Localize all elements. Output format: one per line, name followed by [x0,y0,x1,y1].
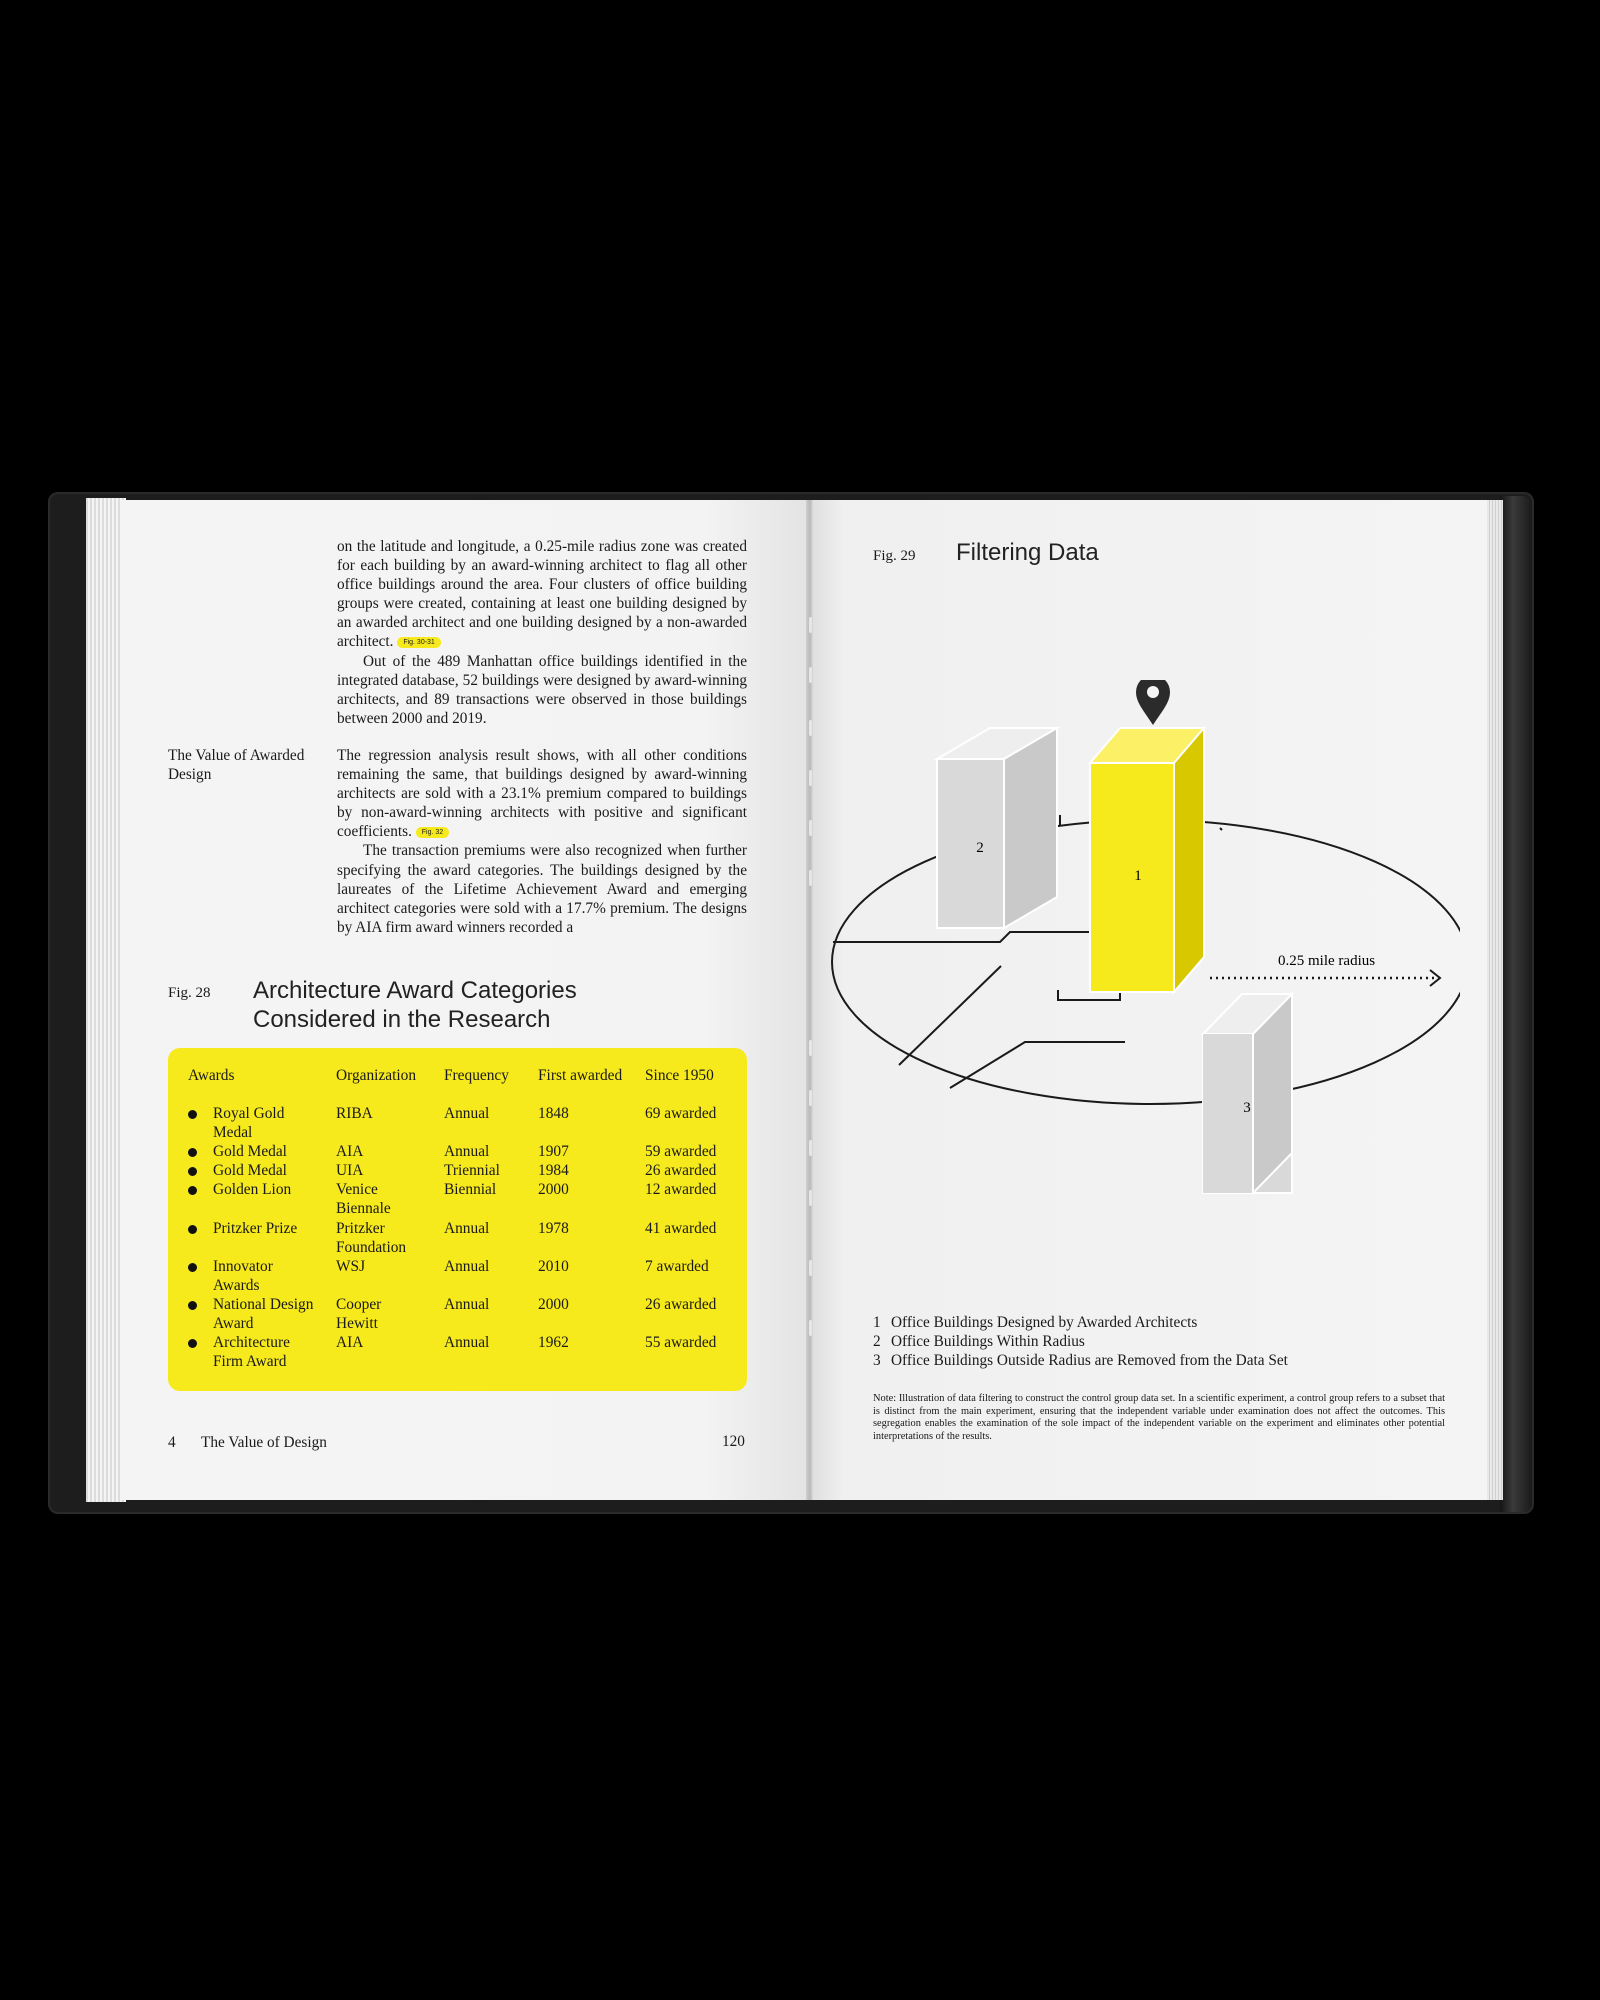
since-1950: 41 awarded [645,1219,717,1237]
organization: UIA [336,1162,364,1180]
organization: AIA [336,1334,364,1352]
filtering-diagram [820,680,1460,1210]
binding-stitch [809,1090,812,1106]
binding-stitch [809,720,812,736]
legend-text: Office Buildings Within Radius [891,1333,1085,1351]
binding-stitch [809,617,812,633]
award-name: Innovator Awards [213,1257,273,1294]
legend-number: 3 [873,1352,881,1370]
diagram-legend [873,1313,1288,1371]
binding-stitch [809,1040,812,1056]
binding-stitch [809,1140,812,1156]
bullet-icon [188,1148,197,1157]
first-awarded: 1962 [538,1334,569,1352]
award-name: Architecture Firm Award [213,1334,290,1371]
building-outside-radius [1203,994,1292,1193]
figure-title-line: Architecture Award Categories [253,977,577,1004]
bullet-icon [188,1110,197,1119]
book-gutter [806,500,814,1500]
since-1950: 26 awarded [645,1162,717,1180]
page-number: 120 [722,1433,745,1450]
legend-item [873,1332,1288,1351]
awards-table [168,1048,747,1391]
frequency: Annual [444,1257,490,1275]
binding-stitch [809,770,812,786]
paragraph-2: Out of the 489 Manhattan office buildings identified in the integrated database, 52 buildings were designed by award-winning architects, and 89 transactions were observed in those buildings between 2000 and 2019. [337,652,747,727]
binding-stitch [809,820,812,836]
bullet-icon [188,1186,197,1195]
since-1950: 59 awarded [645,1143,717,1161]
frequency: Annual [444,1143,490,1161]
award-name: Royal Gold Medal [213,1105,285,1142]
frequency: Biennial [444,1181,497,1199]
legend-text: Office Buildings Outside Radius are Removed from the Data Set [891,1352,1288,1370]
figure-title [253,976,577,1034]
figure-reference-tag[interactable]: Fig. 30-31 [397,637,441,648]
page-stack-right [1487,500,1503,1500]
column-header: Awards [188,1067,235,1084]
frequency: Annual [444,1219,490,1237]
award-name: Golden Lion [213,1181,292,1199]
organization: Pritzker Foundation [336,1219,407,1256]
award-name: Gold Medal [213,1162,287,1180]
figure-reference-tag[interactable]: Fig. 32 [416,827,449,838]
paragraph-1: on the latitude and longitude, a 0.25-mile radius zone was created for each building by an award-winning architect to flag all other office buildings around the area. Four clusters of office building groups were created, containing at least one building designed by an awarded architect and one building designed by a non-awarded architect. [337,538,747,651]
organization: AIA [336,1143,364,1161]
first-awarded: 1848 [538,1105,569,1122]
bullet-icon [188,1339,197,1348]
bullet-icon [188,1167,197,1176]
figure-label: Fig. 29 [873,548,916,564]
building-awarded [1090,728,1204,992]
award-name: National Design Award [213,1296,314,1333]
body-text-top [337,537,747,728]
footer-chapter-title: The Value of Design [201,1434,327,1451]
paragraph-4: The transaction premiums were also recognized when further specifying the award categories. The buildings designed by the laureates of the Lifetime Achievement Award and emerging architect categories were sold with a 17.7% premium. The designs by AIA firm award winners recorded a [337,842,747,936]
radius-label: 0.25 mile radius [1278,953,1376,969]
bullet-icon [188,1225,197,1234]
street-line [899,966,1001,1065]
since-1950: 26 awarded [645,1296,717,1313]
binding-stitch [809,667,812,683]
organization: Cooper Hewitt [336,1296,382,1333]
frequency: Annual [444,1334,490,1352]
side-heading: The Value of Awarded Design [168,747,305,784]
first-awarded: 1907 [538,1143,569,1161]
building-label: 1 [1134,868,1142,884]
figure-title-line: Considered in the Research [253,1006,551,1033]
arrow-head-icon [1430,970,1440,986]
legend-item [873,1351,1288,1370]
since-1950: 69 awarded [645,1105,717,1122]
figure-note: Note: Illustration of data filtering to construct the control group data set. In a scientific experiment, a control group refers to a subset that is distinct from the main experiment, ensuring that the independent variable under examination does not affect the outcomes. This segregation enables the examination of the sole impact of the independent variable on the experiment and eliminates other potential interpretations of the results. [873,1393,1445,1442]
book-cover-edge [1500,496,1532,1512]
first-awarded: 2000 [538,1181,569,1199]
organization: RIBA [336,1105,373,1122]
footer-chapter-number: 4 [168,1434,176,1451]
legend-number: 1 [873,1314,881,1331]
location-pin-icon [1136,680,1170,725]
since-1950: 12 awarded [645,1181,717,1199]
building-label: 3 [1243,1100,1251,1116]
body-text-middle [337,746,747,937]
frequency: Triennial [444,1162,500,1180]
figure-title: Filtering Data [956,539,1099,566]
building-within-radius [937,728,1057,928]
frequency: Annual [444,1105,490,1122]
award-name: Gold Medal [213,1143,287,1161]
binding-stitch [809,870,812,886]
legend-number: 2 [873,1333,881,1351]
binding-stitch [809,1190,812,1206]
column-header: First awarded [538,1067,623,1084]
first-awarded: 1978 [538,1219,569,1237]
building-label: 2 [976,840,984,856]
since-1950: 55 awarded [645,1334,717,1352]
bullet-icon [188,1263,197,1272]
since-1950: 7 awarded [645,1257,709,1275]
first-awarded: 1984 [538,1162,569,1180]
column-header: Organization [336,1067,417,1084]
bullet-icon [188,1301,197,1310]
figure-label: Fig. 28 [168,985,211,1001]
legend-item [873,1313,1288,1332]
organization: Venice Biennale [336,1181,391,1218]
binding-stitch [809,1260,812,1276]
organization: WSJ [336,1257,366,1275]
column-header: Frequency [444,1067,509,1084]
frequency: Annual [444,1296,490,1313]
binding-stitch [809,1320,812,1336]
first-awarded: 2010 [538,1257,569,1275]
award-name: Pritzker Prize [213,1219,298,1237]
first-awarded: 2000 [538,1296,569,1313]
legend-text: Office Buildings Designed by Awarded Architects [891,1314,1198,1331]
paragraph-3: The regression analysis result shows, with all other conditions remaining the same, that buildings designed by award-winning architects are sold with a 23.1% premium compared to buildings by non-award-winning architects with positive and significant coefficients. [337,747,747,841]
street-line [1220,828,1222,830]
column-header: Since 1950 [645,1067,714,1084]
